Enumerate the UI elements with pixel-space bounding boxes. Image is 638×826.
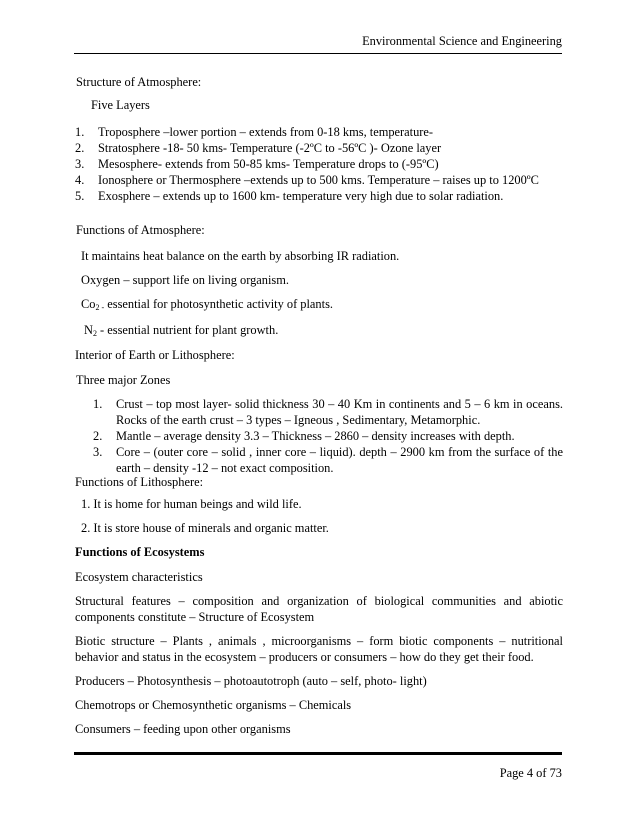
list-item: Core – (outer core – solid , inner core – liquid). depth – 2900 km from the surface of the [116,445,563,459]
consumers-line: Consumers – feeding upon other organisms [75,722,291,736]
atmosphere-subheading: Five Layers [91,98,150,112]
producers-line: Producers – Photosynthesis – photoautotroph (auto – self, photo- light) [75,674,427,688]
biotic-structure-line: Biotic structure – Plants , animals , microorganisms – form biotic components – nutritional [75,634,563,648]
list-item: Crust – top most layer- solid thickness 30 – 40 Km in continents and 5 – 6 km in oceans. [116,397,563,411]
header-rule [74,53,562,54]
page-header-title: Environmental Science and Engineering [362,34,562,48]
functions-atmosphere-item [84,322,278,342]
lithosphere-function-item: 2. It is store house of minerals and organic matter. [81,521,329,535]
co2-description: essential for photosynthetic activity of plants. [107,297,333,311]
n2-subscript: 2 [92,329,97,338]
list-item-number: 1. [75,125,85,139]
list-item-number: 1. [93,397,103,411]
page-number: Page 4 of 73 [499,766,562,780]
list-item-continuation: earth – density -12 – not exact composition. [116,461,334,475]
lithosphere-heading: Interior of Earth or Lithosphere: [75,348,235,362]
list-item-number: 3. [93,445,103,459]
lithosphere-subheading: Three major Zones [76,373,171,387]
chemotrops-line: Chemotrops or Chemosynthetic organisms – Chemicals [75,698,352,712]
list-item-number: 4. [75,173,85,187]
co2-subscript: 2 [95,303,100,312]
functions-atmosphere-heading: Functions of Atmosphere: [76,223,205,237]
footer-rule [74,752,562,755]
co2-symbol: Co [81,297,96,311]
biotic-structure-line: behavior and status in the ecosystem – producers or consumers – how do they get their food. [75,650,534,664]
list-item: Exosphere – extends up to 1600 km- temperature very high due to solar radiation. [98,189,504,203]
lithosphere-function-item: 1. It is home for human beings and wild life. [81,497,302,511]
list-item-number: 2. [93,429,103,443]
functions-atmosphere-item [81,296,333,316]
list-item: Mesosphere- extends from 50-85 kms- Temperature drops to (-95ºC) [98,157,439,171]
list-item-number: 5. [75,189,85,203]
atmosphere-heading: Structure of Atmosphere: [76,75,202,89]
list-item: Mantle – average density 3.3 – Thickness – 2860 – density increases with depth. [116,429,515,443]
list-item-continuation: Rocks of the earth crust – 3 types – Igneous , Sedimentary, Metamorphic. [116,413,481,427]
list-item: Ionosphere or Thermosphere –extends up to 500 kms. Temperature – raises up to 1200ºC [98,173,539,187]
ecosystem-characteristics: Ecosystem characteristics [75,570,203,584]
list-item-number: 3. [75,157,85,171]
ecosystems-heading: Functions of Ecosystems [75,545,205,559]
co2-dash: - [99,303,105,312]
structural-features-line: components constitute – Structure of Ecosystem [75,610,315,624]
n2-symbol: N [84,323,93,337]
list-item-number: 2. [75,141,85,155]
functions-atmosphere-item: Oxygen – support life on living organism. [81,273,289,287]
n2-description: - essential nutrient for plant growth. [96,323,279,337]
list-item: Troposphere –lower portion – extends from 0-18 kms, temperature- [98,125,434,139]
functions-atmosphere-item: It maintains heat balance on the earth by absorbing IR radiation. [81,249,400,263]
list-item: Stratosphere -18- 50 kms- Temperature (-2ºC to -56ºC )- Ozone layer [98,141,442,155]
lithosphere-functions-heading: Functions of Lithosphere: [75,475,204,489]
structural-features-line: Structural features – composition and organization of biological communities and abiotic [75,594,563,608]
